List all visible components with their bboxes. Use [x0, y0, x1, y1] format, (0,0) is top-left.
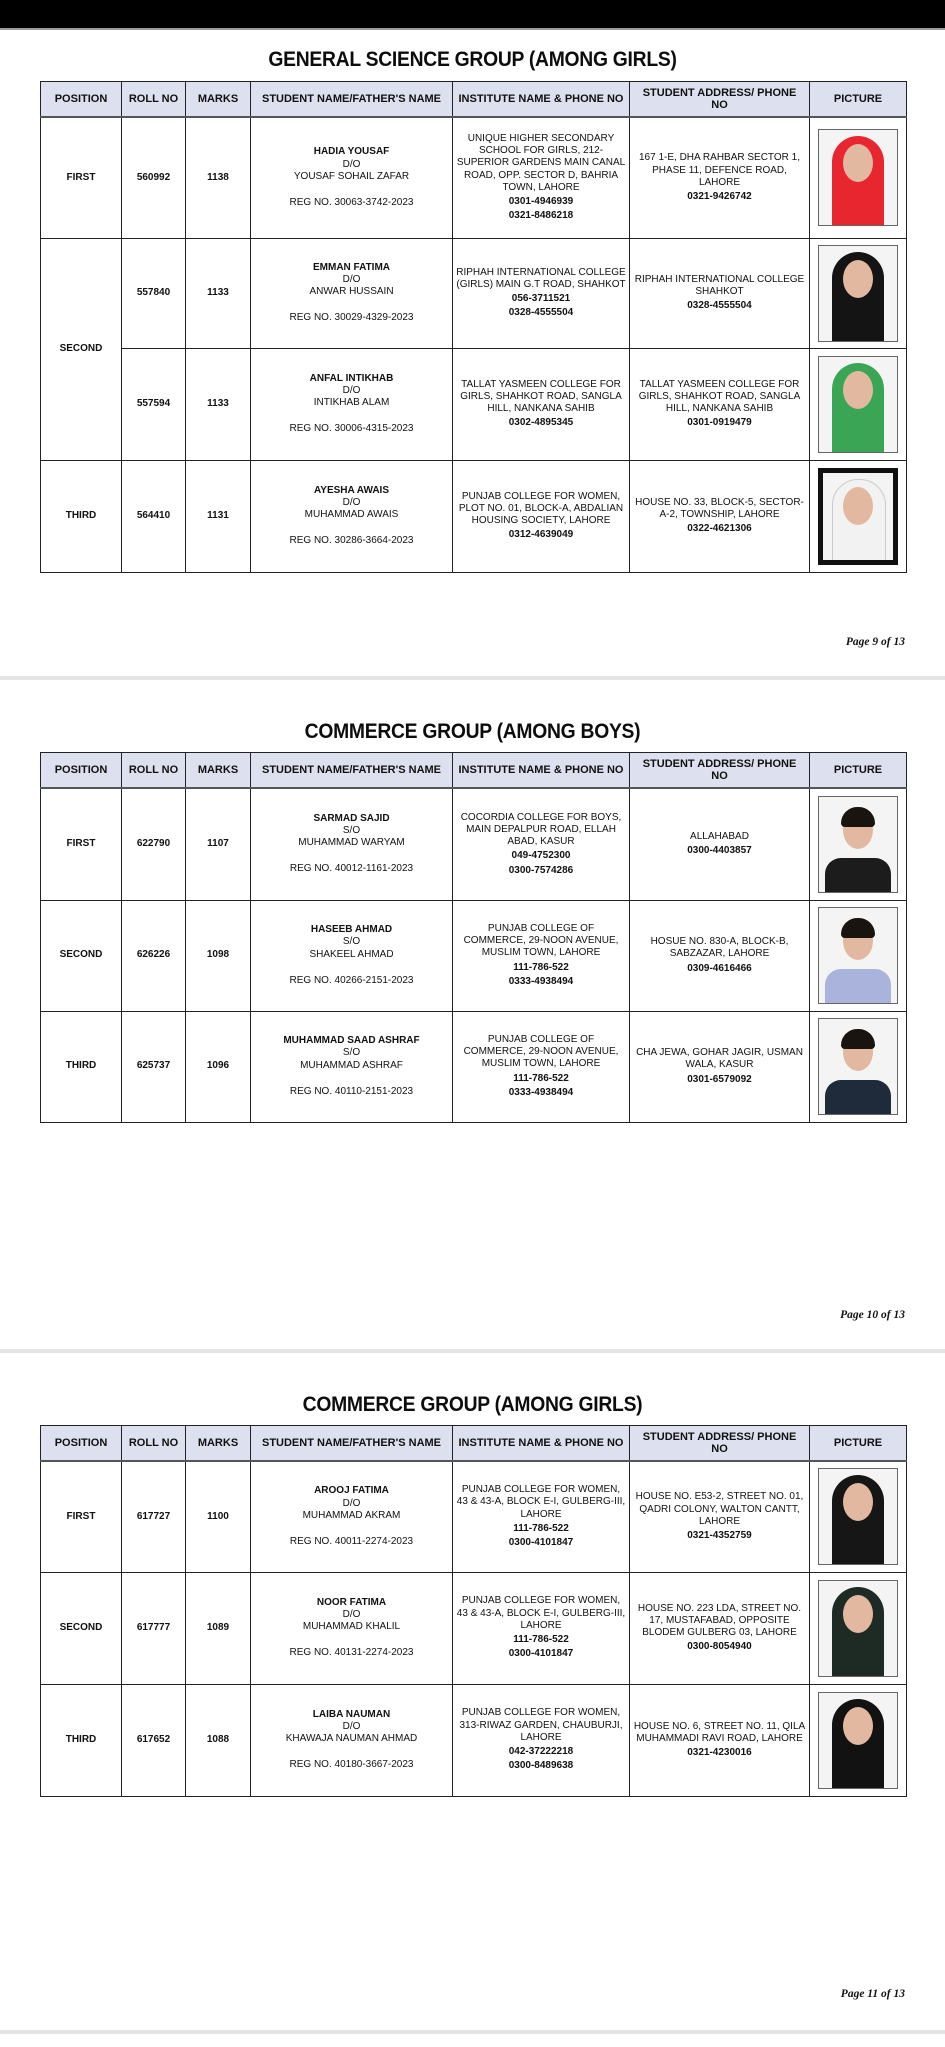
registration-number: REG NO. 40012-1161-2023	[289, 863, 414, 875]
page-number: Page 10 of 13	[840, 1309, 905, 1321]
institute-name: PUNJAB COLLEGE FOR WOMEN, 43 & 43-A, BLOCK E-I, GULBERG-III, LAHORE	[456, 1484, 626, 1520]
institute-cell	[453, 1461, 630, 1572]
institute-phone: 111-786-522	[513, 1522, 569, 1534]
institute-cell	[453, 1684, 630, 1796]
student-address: CHA JEWA, GOHAR JAGIR, USMAN WALA, KASUR	[636, 1047, 803, 1071]
student-photo-icon	[818, 907, 898, 1004]
student-address: HOSUE NO. 830-A, BLOCK-B, SABZAZAR, LAHORE	[650, 936, 789, 960]
institute-cell	[453, 348, 630, 460]
header-address: STUDENT ADDRESS/ PHONE NO	[630, 1426, 810, 1462]
photo-face-shape	[843, 144, 873, 182]
page-separator	[0, 2030, 945, 2034]
section-title: COMMERCE GROUP (AMONG GIRLS)	[302, 1393, 643, 1416]
institute-cell	[453, 1572, 630, 1684]
father-name: INTIKHAB ALAM	[313, 397, 390, 408]
header-address: STUDENT ADDRESS/ PHONE NO	[630, 82, 810, 118]
institute-phone: 0300-4101847	[508, 1648, 574, 1660]
student-address: RIPHAH INTERNATIONAL COLLEGE SHAHKOT	[634, 273, 805, 297]
institute-cell	[453, 117, 630, 238]
picture-cell	[810, 1461, 907, 1572]
header-marks: MARKS	[186, 1426, 251, 1462]
institute-phone: 0328-4555504	[508, 307, 574, 319]
institute-phone: 056-3711521	[511, 293, 571, 304]
father-name: KHAWAJA NAUMAN AHMAD	[285, 1733, 418, 1744]
student-photo-icon	[818, 245, 898, 342]
institute-name: PUNJAB COLLEGE FOR WOMEN, 43 & 43-A, BLOCK E-I, GULBERG-III, LAHORE	[456, 1595, 626, 1631]
position-cell: SECOND	[41, 238, 122, 460]
results-table	[40, 1425, 907, 1797]
marks-cell: 1133	[186, 238, 251, 348]
institute-phone: 111-786-522	[513, 1072, 569, 1084]
marks-cell: 1133	[186, 348, 251, 460]
institute-name: PUNJAB COLLEGE OF COMMERCE, 29-NOON AVENUE, MUSLIM TOWN, LAHORE	[463, 1033, 619, 1070]
photo-body-shape	[825, 858, 891, 893]
address-cell	[630, 117, 810, 238]
student-name-cell	[251, 788, 453, 900]
registration-number: REG NO. 40180-3667-2023	[289, 1759, 414, 1771]
page-number: Page 9 of 13	[845, 636, 905, 648]
father-name: MUHAMMAD WARYAM	[298, 837, 405, 849]
header-position: POSITION	[41, 753, 122, 789]
institute-cell	[453, 460, 630, 572]
institute-phone: 0300-7574286	[508, 864, 574, 876]
relation-label: D/O	[342, 384, 361, 396]
table-row	[41, 1684, 907, 1796]
page-separator	[0, 676, 945, 680]
header-picture: PICTURE	[810, 753, 907, 789]
section-title: GENERAL SCIENCE GROUP (AMONG GIRLS)	[268, 48, 677, 71]
institute-name: TALLAT YASMEEN COLLEGE FOR GIRLS, SHAHKOT ROAD, SANGLA HILL, NANKANA SAHIB	[460, 378, 622, 414]
results-table	[40, 81, 907, 573]
marks-cell: 1107	[186, 788, 251, 900]
registration-number: REG NO. 40131-2274-2023	[289, 1647, 414, 1659]
registration-number: REG NO. 30029-4329-2023	[289, 312, 414, 324]
student-name-cell	[251, 117, 453, 238]
table-row	[41, 348, 907, 460]
student-name: EMMAN FATIMA	[312, 261, 391, 273]
institute-phone: 0300-4101847	[508, 1537, 574, 1549]
institute-cell	[453, 900, 630, 1011]
header-marks: MARKS	[186, 82, 251, 118]
registration-number: REG NO. 30286-3664-2023	[289, 535, 414, 547]
photo-face-shape	[843, 260, 873, 298]
header-student-name: STUDENT NAME/FATHER'S NAME	[251, 82, 453, 118]
institute-name: PUNJAB COLLEGE FOR WOMEN, 313-RIWAZ GARDEN, CHAUBURJI, LAHORE	[459, 1707, 623, 1743]
student-phone: 0309-4616466	[687, 962, 752, 974]
header-roll-no: ROLL NO	[122, 1426, 186, 1462]
student-name: LAIBA NAUMAN	[312, 1708, 391, 1720]
student-phone: 0321-4230016	[687, 1747, 752, 1759]
student-address: HOUSE NO. 33, BLOCK-5, SECTOR-A-2, TOWNSHIP, LAHORE	[635, 496, 804, 520]
address-cell	[630, 1572, 810, 1684]
position-cell: SECOND	[41, 900, 122, 1011]
institute-phone: 042-37222218	[508, 1746, 574, 1758]
header-roll-no: ROLL NO	[122, 82, 186, 118]
photo-face-shape	[843, 487, 873, 525]
table-row	[41, 460, 907, 572]
student-photo-icon	[818, 468, 898, 565]
address-cell	[630, 460, 810, 572]
marks-cell: 1096	[186, 1011, 251, 1122]
header-institute: INSTITUTE NAME & PHONE NO	[453, 753, 630, 789]
marks-cell: 1088	[186, 1684, 251, 1796]
position-cell: FIRST	[41, 1461, 122, 1572]
position-cell: THIRD	[41, 1684, 122, 1796]
student-name-cell	[251, 1011, 453, 1122]
position-cell: FIRST	[41, 788, 122, 900]
student-name: AROOJ FATIMA	[314, 1485, 389, 1497]
student-address: HOUSE NO. 223 LDA, STREET NO. 17, MUSTAFABAD, OPPOSITE BLODEM GULBERG 03, LAHORE	[637, 1602, 802, 1638]
student-phone: 0301-6579092	[687, 1073, 752, 1085]
relation-label: D/O	[342, 1720, 361, 1732]
picture-cell	[810, 900, 907, 1011]
roll-no-cell: 617777	[122, 1572, 186, 1684]
header-institute: INSTITUTE NAME & PHONE NO	[453, 1426, 630, 1462]
roll-no-cell: 564410	[122, 460, 186, 572]
student-phone: 0321-9426742	[687, 190, 752, 202]
institute-phone: 0321-8486218	[508, 210, 574, 222]
institute-phone: 0312-4639049	[508, 529, 574, 541]
student-name: MUHAMMAD SAAD ASHRAF	[283, 1035, 420, 1047]
student-name-cell	[251, 460, 453, 572]
picture-cell	[810, 788, 907, 900]
header-position: POSITION	[41, 1426, 122, 1462]
marks-cell: 1138	[186, 117, 251, 238]
roll-no-cell: 557840	[122, 238, 186, 348]
photo-face-shape	[843, 1707, 873, 1745]
relation-label: S/O	[342, 1047, 361, 1059]
institute-name: COCORDIA COLLEGE FOR BOYS, MAIN DEPALPUR ROAD, ELLAH ABAD, KASUR	[460, 811, 622, 848]
roll-no-cell: 560992	[122, 117, 186, 238]
student-photo-icon	[818, 129, 898, 226]
registration-number: REG NO. 40110-2151-2023	[289, 1085, 414, 1097]
header-address: STUDENT ADDRESS/ PHONE NO	[630, 753, 810, 789]
marks-cell: 1098	[186, 900, 251, 1011]
student-photo-icon	[818, 1580, 898, 1677]
student-name: AYESHA AWAIS	[313, 484, 390, 496]
header-institute: INSTITUTE NAME & PHONE NO	[453, 82, 630, 118]
roll-no-cell: 617727	[122, 1461, 186, 1572]
student-address: 167 1-E, DHA RAHBAR SECTOR 1, PHASE 11, DEFENCE ROAD, LAHORE	[639, 152, 800, 188]
institute-cell	[453, 1011, 630, 1122]
father-name: MUHAMMAD KHALIL	[302, 1621, 401, 1632]
student-phone: 0322-4621306	[687, 523, 752, 535]
photo-hair-shape	[841, 1029, 875, 1049]
table-row	[41, 238, 907, 348]
institute-phone: 0300-8489638	[508, 1760, 574, 1772]
header-student-name: STUDENT NAME/FATHER'S NAME	[251, 753, 453, 789]
roll-no-cell: 617652	[122, 1684, 186, 1796]
student-name: HASEEB AHMAD	[310, 924, 393, 936]
table-header-row	[41, 1426, 907, 1462]
student-photo-icon	[818, 796, 898, 893]
picture-cell	[810, 348, 907, 460]
student-name: NOOR FATIMA	[316, 1596, 387, 1608]
student-name: SARMAD SAJID	[313, 812, 390, 824]
picture-cell	[810, 1011, 907, 1122]
header-roll-no: ROLL NO	[122, 753, 186, 789]
header-student-name: STUDENT NAME/FATHER'S NAME	[251, 1426, 453, 1462]
roll-no-cell: 557594	[122, 348, 186, 460]
marks-cell: 1100	[186, 1461, 251, 1572]
student-address: HOUSE NO. E53-2, STREET NO. 01, QADRI COLONY, WALTON CANTT, LAHORE	[635, 1491, 804, 1527]
address-cell	[630, 348, 810, 460]
position-cell: SECOND	[41, 1572, 122, 1684]
student-name-cell	[251, 348, 453, 460]
institute-phone: 111-786-522	[513, 961, 569, 973]
institute-phone: 049-4752300	[511, 850, 571, 862]
student-name-cell	[251, 1461, 453, 1572]
student-address: TALLAT YASMEEN COLLEGE FOR GIRLS, SHAHKOT ROAD, SANGLA HILL, NANKANA SAHIB	[638, 378, 801, 414]
photo-body-shape	[825, 969, 891, 1004]
picture-cell	[810, 117, 907, 238]
institute-name: PUNJAB COLLEGE OF COMMERCE, 29-NOON AVENUE, MUSLIM TOWN, LAHORE	[463, 922, 619, 959]
institute-cell	[453, 238, 630, 348]
marks-cell: 1131	[186, 460, 251, 572]
father-name: SHAKEEL AHMAD	[309, 948, 394, 960]
address-cell	[630, 1684, 810, 1796]
marks-cell: 1089	[186, 1572, 251, 1684]
page-number: Page 11 of 13	[840, 1988, 905, 2000]
table-row	[41, 900, 907, 1011]
institute-phone: 0301-4946939	[508, 196, 574, 208]
relation-label: D/O	[342, 496, 361, 508]
institute-phone: 111-786-522	[513, 1634, 569, 1646]
student-address: HOUSE NO. 6, STREET NO. 11, QILA MUHAMMADI RAVI ROAD, LAHORE	[633, 1720, 806, 1744]
student-name-cell	[251, 238, 453, 348]
student-name: HADIA YOUSAF	[313, 146, 390, 158]
table-header-row	[41, 82, 907, 118]
student-address: ALLAHABAD	[690, 831, 749, 843]
table-row	[41, 117, 907, 238]
student-name-cell	[251, 1572, 453, 1684]
institute-name: UNIQUE HIGHER SECONDARY SCHOOL FOR GIRLS, 212-SUPERIOR GARDENS MAIN CANAL ROAD, OPP. SECTOR D, BAHRIA TOWN, LAHORE	[456, 133, 626, 193]
photo-face-shape	[843, 1595, 873, 1633]
father-name: YOUSAF SOHAIL ZAFAR	[293, 170, 410, 182]
institute-name: PUNJAB COLLEGE FOR WOMEN, PLOT NO. 01, BLOCK-A, ABDALIAN HOUSING SOCIETY, LAHORE	[458, 490, 624, 526]
student-phone: 0300-4403857	[687, 845, 752, 857]
student-phone: 0328-4555504	[687, 300, 752, 312]
father-name: MUHAMMAD ASHRAF	[300, 1059, 403, 1071]
registration-number: REG NO. 30006-4315-2023	[289, 423, 414, 435]
address-cell	[630, 788, 810, 900]
student-name: ANFAL INTIKHAB	[309, 372, 394, 384]
relation-label: S/O	[342, 825, 361, 837]
table-row	[41, 1572, 907, 1684]
photo-face-shape	[843, 371, 873, 409]
institute-cell	[453, 788, 630, 900]
relation-label: D/O	[342, 1497, 361, 1509]
page-separator	[0, 1349, 945, 1353]
table-row	[41, 1011, 907, 1122]
position-cell: THIRD	[41, 460, 122, 572]
photo-face-shape	[843, 1483, 873, 1521]
relation-label: D/O	[342, 158, 361, 170]
table-header-row	[41, 753, 907, 789]
student-phone: 0301-0919479	[687, 417, 752, 429]
photo-hair-shape	[841, 918, 875, 938]
student-phone: 0321-4352759	[687, 1529, 752, 1541]
header-position: POSITION	[41, 82, 122, 118]
photo-hair-shape	[841, 807, 875, 827]
table-row	[41, 788, 907, 900]
address-cell	[630, 1461, 810, 1572]
father-name: MUHAMMAD AKRAM	[302, 1509, 401, 1521]
relation-label: D/O	[342, 1608, 361, 1620]
student-photo-icon	[818, 1018, 898, 1115]
roll-no-cell: 625737	[122, 1011, 186, 1122]
institute-name: RIPHAH INTERNATIONAL COLLEGE (GIRLS) MAIN G.T ROAD, SHAHKOT	[456, 266, 626, 290]
header-picture: PICTURE	[810, 82, 907, 118]
picture-cell	[810, 1684, 907, 1796]
table-row	[41, 1461, 907, 1572]
results-table	[40, 752, 907, 1123]
address-cell	[630, 900, 810, 1011]
relation-label: D/O	[342, 273, 361, 285]
student-name-cell	[251, 900, 453, 1011]
picture-cell	[810, 238, 907, 348]
photo-body-shape	[825, 1080, 891, 1115]
roll-no-cell: 622790	[122, 788, 186, 900]
header-marks: MARKS	[186, 753, 251, 789]
header-picture: PICTURE	[810, 1426, 907, 1462]
father-name: ANWAR HUSSAIN	[309, 286, 394, 297]
registration-number: REG NO. 30063-3742-2023	[289, 196, 414, 208]
roll-no-cell: 626226	[122, 900, 186, 1011]
registration-number: REG NO. 40011-2274-2023	[289, 1535, 414, 1547]
student-photo-icon	[818, 1468, 898, 1565]
position-cell: FIRST	[41, 117, 122, 238]
institute-phone: 0333-4938494	[508, 975, 574, 987]
top-status-bar	[0, 0, 945, 30]
section-title: COMMERCE GROUP (AMONG BOYS)	[304, 720, 641, 743]
institute-phone: 0333-4938494	[508, 1086, 574, 1098]
father-name: MUHAMMAD AWAIS	[304, 509, 399, 520]
picture-cell	[810, 460, 907, 572]
picture-cell	[810, 1572, 907, 1684]
student-photo-icon	[818, 356, 898, 453]
position-cell: THIRD	[41, 1011, 122, 1122]
registration-number: REG NO. 40266-2151-2023	[289, 974, 414, 986]
relation-label: S/O	[342, 936, 361, 948]
student-photo-icon	[818, 1692, 898, 1789]
student-phone: 0300-8054940	[687, 1641, 752, 1653]
student-name-cell	[251, 1684, 453, 1796]
address-cell	[630, 1011, 810, 1122]
institute-phone: 0302-4895345	[508, 417, 574, 429]
address-cell	[630, 238, 810, 348]
